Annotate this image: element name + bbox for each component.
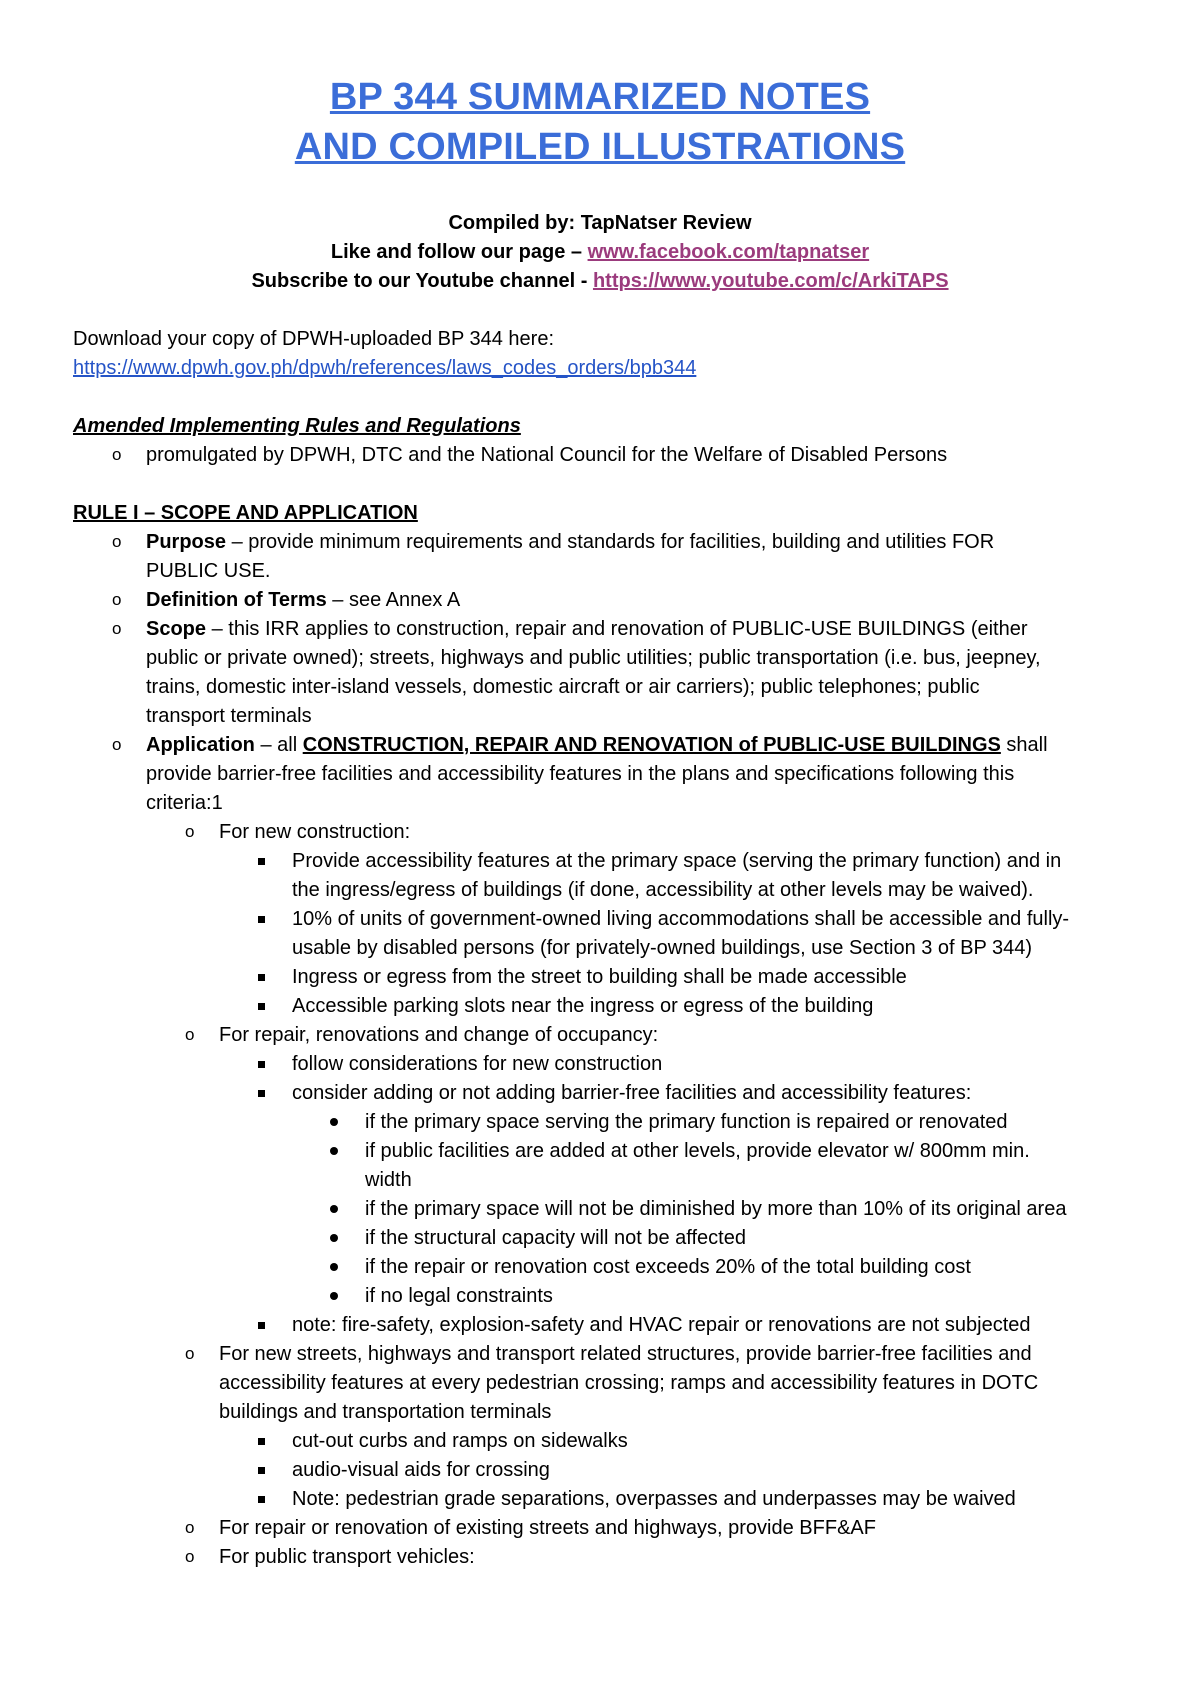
bullet-circle-icon: o	[185, 1344, 195, 1363]
list-item: Accessible parking slots near the ingress or egress of the building	[292, 995, 874, 1017]
youtube-link[interactable]: https://www.youtube.com/c/ArkiTAPS	[592, 270, 949, 292]
bullet-square-icon	[258, 1090, 265, 1097]
purpose-label: Purpose	[146, 531, 227, 553]
scope-text-cont: public or private owned); streets, highways and public utilities; public transportation (i.e. bus, jeepney,	[146, 647, 1041, 669]
application-end: shall	[1000, 734, 1048, 756]
bullet-square-icon	[258, 1467, 265, 1474]
bullet-square-icon	[258, 1322, 265, 1329]
facebook-link[interactable]: www.facebook.com/tapnatser	[587, 241, 870, 263]
bullet-circle-icon: o	[185, 1518, 195, 1537]
list-item: cut-out curbs and ramps on sidewalks	[292, 1430, 628, 1452]
bullet-square-icon	[258, 974, 265, 981]
scope-text-cont: transport terminals	[146, 705, 312, 727]
bullet-circle-icon: o	[185, 1025, 195, 1044]
repair-label: For repair, renovations and change of occupancy:	[219, 1024, 659, 1046]
facebook-line	[0, 240, 1200, 264]
youtube-prefix: Subscribe to our Youtube channel -	[251, 270, 593, 292]
list-item: if the repair or renovation cost exceeds 20% of the total building cost	[365, 1256, 971, 1278]
amended-irr-heading: Amended Implementing Rules and Regulations	[73, 415, 521, 437]
list-item: follow considerations for new construction	[292, 1053, 663, 1075]
list-item: width	[365, 1169, 412, 1191]
streets-text: For new streets, highways and transport related structures, provide barrier-free facilities and	[219, 1343, 1032, 1365]
rule-1-heading: RULE I – SCOPE AND APPLICATION	[73, 502, 418, 524]
bullet-circle-icon: o	[112, 532, 122, 551]
application-text-cont: criteria:1	[146, 792, 223, 814]
bullet-square-icon	[258, 1003, 265, 1010]
application-emphasis: CONSTRUCTION, REPAIR AND RENOVATION of PUBLIC-USE BUILDINGS	[302, 734, 1001, 756]
compiled-by: Compiled by: TapNatser Review	[448, 212, 752, 234]
bullet-dot-icon	[330, 1205, 338, 1213]
list-item: Ingress or egress from the street to building shall be made accessible	[292, 966, 907, 988]
list-item: consider adding or not adding barrier-free facilities and accessibility features:	[292, 1082, 972, 1104]
bullet-dot-icon	[330, 1292, 338, 1300]
scope-item	[146, 617, 1028, 641]
youtube-line	[0, 269, 1200, 293]
bullet-square-icon	[258, 1061, 265, 1068]
bullet-circle-icon: o	[112, 445, 122, 464]
amended-irr-item: promulgated by DPWH, DTC and the National Council for the Welfare of Disabled Persons	[146, 444, 948, 466]
purpose-item	[146, 530, 994, 554]
application-text-cont: provide barrier-free facilities and accessibility features in the plans and specifications following this	[146, 763, 1015, 785]
facebook-prefix: Like and follow our page –	[330, 241, 588, 263]
bullet-dot-icon	[330, 1118, 338, 1126]
bullet-circle-icon: o	[185, 822, 195, 841]
list-item: usable by disabled persons (for privately-owned buildings, use Section 3 of BP 344)	[292, 937, 1033, 959]
application-mid: – all	[254, 734, 303, 756]
document-title-line-1: BP 344 SUMMARIZED NOTES	[329, 76, 871, 118]
bullet-square-icon	[258, 1496, 265, 1503]
bullet-circle-icon: o	[185, 1547, 195, 1566]
definition-text: – see Annex A	[326, 589, 461, 611]
list-item: if the primary space will not be diminished by more than 10% of its original area	[365, 1198, 1067, 1220]
purpose-text-cont: PUBLIC USE.	[146, 560, 271, 582]
download-link[interactable]: https://www.dpwh.gov.ph/dpwh/references/laws_codes_orders/bpb344	[73, 357, 697, 379]
scope-text-cont: trains, domestic inter-island vessels, domestic aircraft or air carriers); public telephones; public	[146, 676, 980, 698]
list-item: audio-visual aids for crossing	[292, 1459, 550, 1481]
public-transport-item: For public transport vehicles:	[219, 1546, 475, 1568]
streets-text-cont: accessibility features at every pedestrian crossing; ramps and accessibility features in DOTC	[219, 1372, 1039, 1394]
bullet-circle-icon: o	[112, 619, 122, 638]
scope-label: Scope	[146, 618, 207, 640]
bullet-dot-icon	[330, 1147, 338, 1155]
list-item: note: fire-safety, explosion-safety and HVAC repair or renovations are not subjected	[292, 1314, 1031, 1336]
bullet-dot-icon	[330, 1234, 338, 1242]
download-text: Download your copy of DPWH-uploaded BP 344 here:	[73, 328, 555, 350]
list-item: 10% of units of government-owned living accommodations shall be accessible and fully-	[292, 908, 1070, 930]
repair-streets-item: For repair or renovation of existing streets and highways, provide BFF&AF	[219, 1517, 876, 1539]
list-item: the ingress/egress of buildings (if done, accessibility at other levels may be waived).	[292, 879, 1034, 901]
bullet-circle-icon: o	[112, 735, 122, 754]
scope-text: – this IRR applies to construction, repair and renovation of PUBLIC-USE BUILDINGS (either	[206, 618, 1028, 640]
application-label: Application	[146, 734, 255, 756]
list-item: if public facilities are added at other levels, provide elevator w/ 800mm min.	[365, 1140, 1030, 1162]
document-title-line-2: AND COMPILED ILLUSTRATIONS	[294, 126, 906, 168]
bullet-square-icon	[258, 916, 265, 923]
bullet-square-icon	[258, 858, 265, 865]
bullet-square-icon	[258, 1438, 265, 1445]
list-item: Provide accessibility features at the primary space (serving the primary function) and in	[292, 850, 1062, 872]
list-item: if the primary space serving the primary function is repaired or renovated	[365, 1111, 1008, 1133]
bullet-circle-icon: o	[112, 590, 122, 609]
application-item	[146, 733, 1048, 757]
new-construction-label: For new construction:	[219, 821, 411, 843]
definition-item	[146, 588, 460, 612]
bullet-dot-icon	[330, 1263, 338, 1271]
list-item: Note: pedestrian grade separations, overpasses and underpasses may be waived	[292, 1488, 1016, 1510]
definition-label: Definition of Terms	[146, 589, 327, 611]
purpose-text: – provide minimum requirements and standards for facilities, building and utilities FOR	[226, 531, 995, 553]
streets-text-cont: buildings and transportation terminals	[219, 1401, 552, 1423]
list-item: if no legal constraints	[365, 1285, 553, 1307]
list-item: if the structural capacity will not be affected	[365, 1227, 746, 1249]
